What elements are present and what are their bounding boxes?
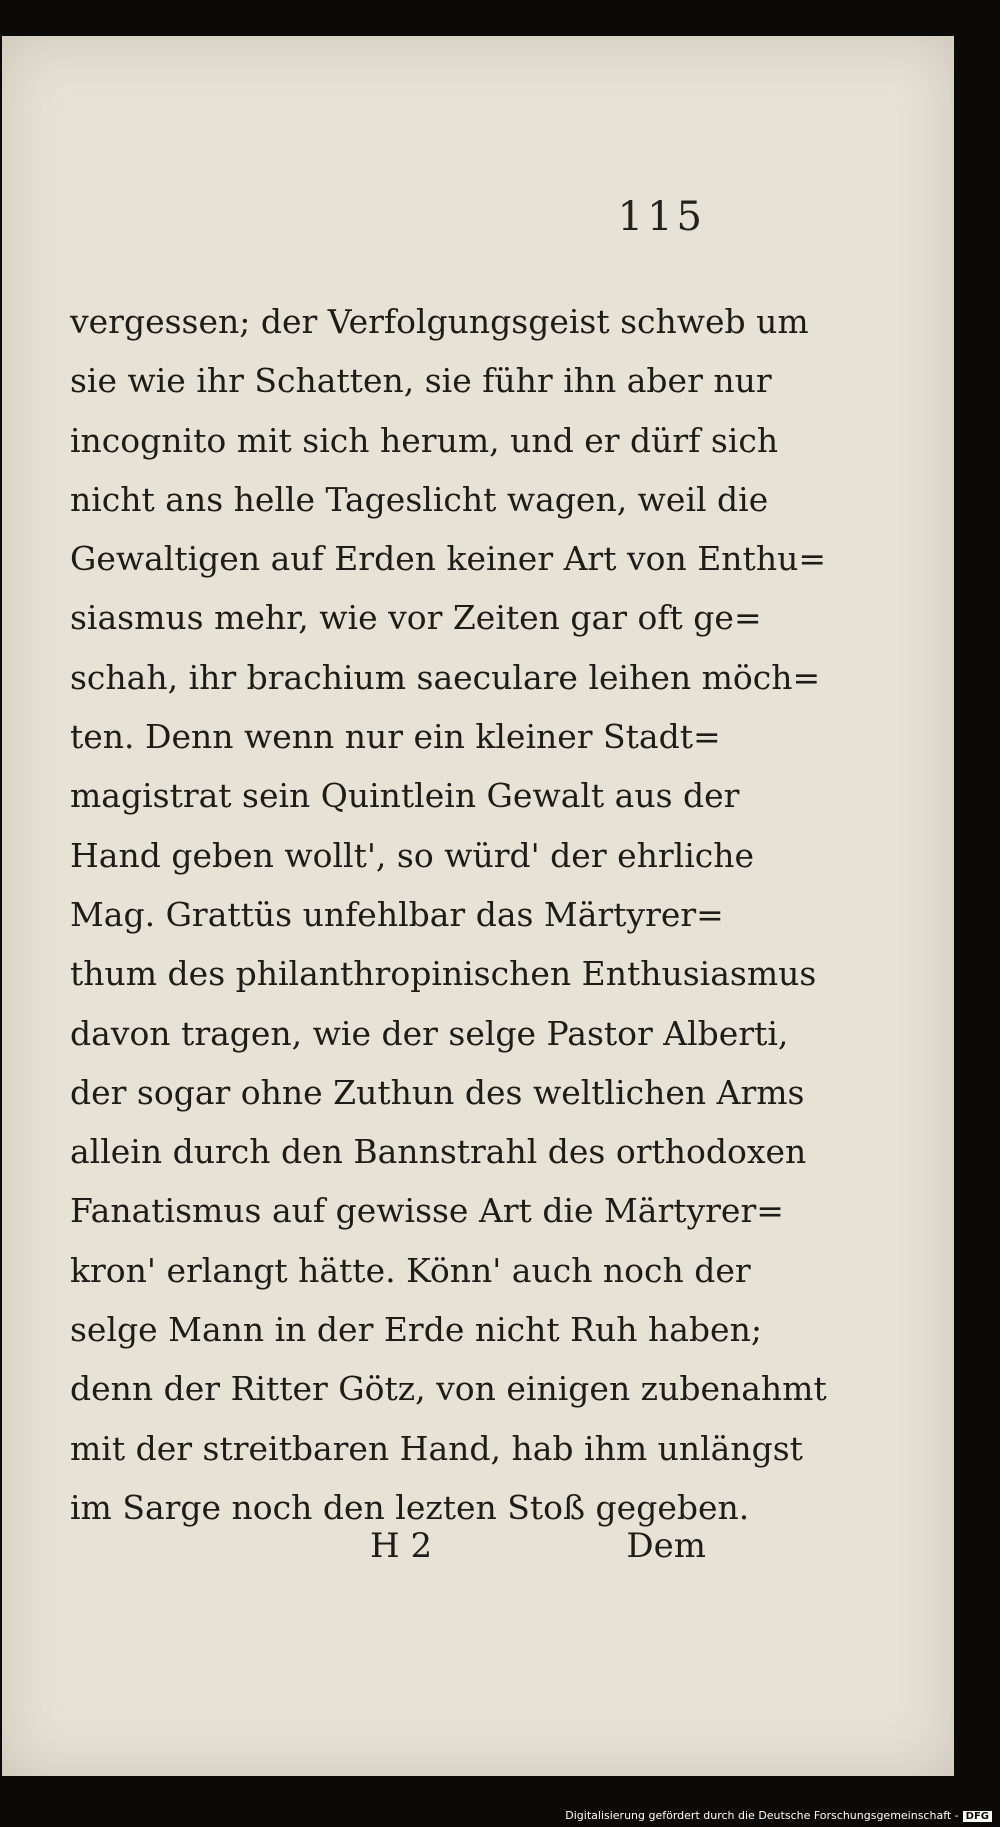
text-line: Gewaltigen auf Erden keiner Art von Enthu= [70,539,826,579]
text-line: thum des philanthropinischen Enthusiasmus [70,954,817,994]
signature-mark: H 2 [370,1526,433,1566]
text-line: ten. Denn wenn nur ein kleiner Stadt= [70,717,721,757]
text-line: schah, ihr brachium saeculare leihen möch= [70,657,821,697]
body-text [70,292,827,1537]
text-line: siasmus mehr, wie vor Zeiten gar oft ge= [70,598,762,638]
catchword: Dem [626,1526,706,1566]
text-line: sie wie ihr Schatten, sie führ ihn aber nur [70,361,772,401]
text-line: vergessen; der Verfolgungsgeist schweb um [70,302,809,341]
text-line: mit der streitbaren Hand, hab ihm unlängst [70,1428,803,1468]
page-footer [70,1526,706,1586]
page-number: 115 [617,194,706,240]
dfg-logo-icon: DFG [963,1811,992,1822]
text-line: im Sarge noch den lezten Stoß gegeben. [70,1487,750,1527]
text-line: davon tragen, wie der selge Pastor Alberti, [70,1013,789,1053]
text-line: der sogar ohne Zuthun des weltlichen Arms [70,1072,805,1112]
text-line: incognito mit sich herum, und er dürf sich [70,420,779,460]
text-line: Hand geben wollt', so würd' der ehrliche [70,835,755,875]
text-line: kron' erlangt hätte. Könn' auch noch der [70,1250,751,1290]
text-line: nicht ans helle Tageslicht wagen, weil die [70,479,769,519]
text-line: Fanatismus auf gewisse Art die Märtyrer= [70,1191,784,1231]
credit-text: Digitalisierung gefördert durch die Deutsche Forschungsgemeinschaft - [565,1809,959,1822]
text-line: magistrat sein Quintlein Gewalt aus der [70,776,740,816]
text-line: selge Mann in der Erde nicht Ruh haben; [70,1310,762,1350]
book-page [2,36,954,1776]
text-line: Mag. Grattüs unfehlbar das Märtyrer= [70,894,724,934]
text-line: allein durch den Bannstrahl des orthodoxen [70,1132,807,1172]
text-line: denn der Ritter Götz, von einigen zubenahmt [70,1369,827,1409]
digitization-credit [565,1809,992,1822]
